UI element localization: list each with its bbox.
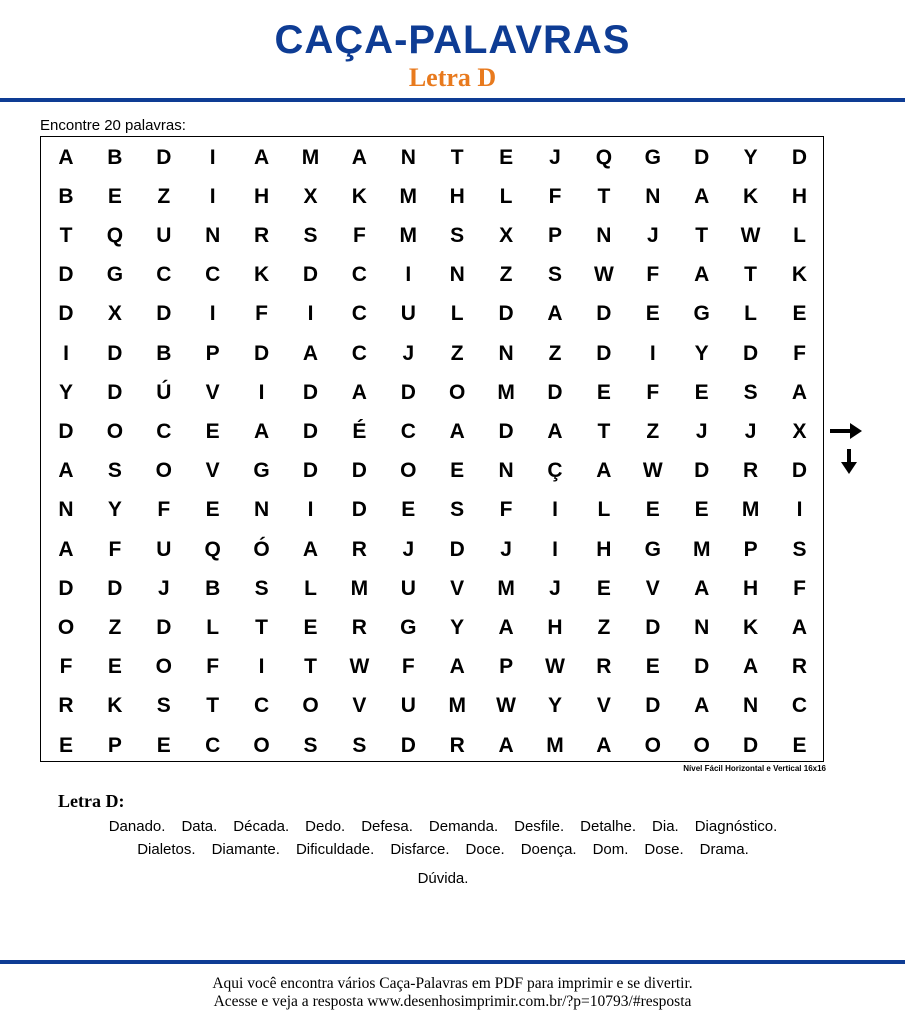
grid-letter[interactable]: A xyxy=(791,615,808,639)
grid-letter[interactable]: C xyxy=(351,341,367,365)
grid-letter[interactable]: X xyxy=(107,302,122,326)
word-list-item: Detalhe. xyxy=(580,818,637,835)
grid-letter[interactable]: U xyxy=(156,537,172,561)
grid-letter[interactable]: I xyxy=(552,537,558,561)
page-subtitle: Letra D xyxy=(408,63,497,92)
grid-letter[interactable]: Z xyxy=(597,615,611,639)
grid-letter[interactable]: Q xyxy=(106,223,124,247)
grid-letter[interactable]: I xyxy=(258,380,265,404)
grid-letter[interactable]: Y xyxy=(547,694,562,718)
grid-letter[interactable]: U xyxy=(400,694,416,718)
grid-letter[interactable]: I xyxy=(796,498,803,522)
grid-letter[interactable]: T xyxy=(255,615,268,639)
grid-letter[interactable]: Ç xyxy=(547,459,563,483)
grid-letter[interactable]: S xyxy=(303,733,318,757)
grid-letter[interactable]: A xyxy=(58,145,74,169)
grid-letter[interactable]: N xyxy=(449,263,465,287)
grid-letter[interactable]: L xyxy=(744,302,757,326)
grid-letter[interactable]: U xyxy=(400,576,416,600)
grid-letter[interactable]: I xyxy=(552,498,558,522)
grid-letter[interactable]: F xyxy=(793,576,806,600)
grid-letter[interactable]: G xyxy=(400,615,417,639)
grid-letter[interactable]: T xyxy=(304,655,317,679)
grid-letter[interactable]: O xyxy=(400,459,417,483)
grid-letter[interactable]: O xyxy=(302,694,319,718)
grid-letter[interactable]: D xyxy=(302,459,319,483)
grid-letter[interactable]: L xyxy=(597,498,611,522)
grid-letter[interactable]: H xyxy=(743,576,759,600)
word-list-item: Defesa. xyxy=(361,818,413,835)
grid-letter[interactable]: D xyxy=(645,694,661,718)
grid-letter[interactable]: D xyxy=(694,459,710,483)
down-arrow-icon xyxy=(840,447,858,475)
word-list-item: Desfile. xyxy=(514,818,565,835)
grid-letter[interactable]: D xyxy=(791,459,808,483)
footer-divider xyxy=(0,960,905,964)
grid-letter[interactable]: G xyxy=(253,459,270,483)
grid-letter[interactable]: F xyxy=(548,184,562,208)
grid-letter[interactable]: W xyxy=(496,694,516,718)
grid-letter[interactable]: W xyxy=(642,459,663,483)
grid-letter[interactable]: M xyxy=(692,537,711,561)
grid-letter[interactable]: B xyxy=(107,145,123,169)
word-list-item: Drama. xyxy=(699,841,749,858)
grid-letter[interactable]: N xyxy=(743,694,759,718)
grid-letter[interactable]: F xyxy=(499,498,513,522)
grid-letter[interactable]: É xyxy=(352,419,367,443)
grid-letter[interactable]: O xyxy=(155,459,172,483)
grid-letter[interactable]: S xyxy=(792,537,807,561)
grid-letter[interactable]: R xyxy=(351,537,367,561)
word-list-item: Dom. xyxy=(592,841,629,858)
grid-letter[interactable]: C xyxy=(400,419,416,443)
grid-letter[interactable]: L xyxy=(450,302,464,326)
grid-letter[interactable]: O xyxy=(449,380,466,404)
word-search-grid xyxy=(40,136,824,762)
word-list-item: Danado. xyxy=(108,818,166,835)
grid-letter[interactable]: J xyxy=(402,341,415,365)
grid-letter[interactable]: K xyxy=(791,263,808,287)
grid-letter[interactable]: Z xyxy=(548,341,562,365)
word-list-item: Diamante. xyxy=(211,841,280,858)
grid-letter[interactable]: X xyxy=(499,223,514,247)
grid-letter[interactable]: I xyxy=(405,263,412,287)
difficulty-note: Nível Fácil Horizontal e Vertical 16x16 xyxy=(683,764,826,773)
grid-letter[interactable]: J xyxy=(500,537,512,561)
grid-letter[interactable]: Z xyxy=(450,341,464,365)
grid-letter[interactable]: D xyxy=(58,576,74,600)
grid-letter[interactable]: N xyxy=(498,459,514,483)
grid-letter[interactable]: V xyxy=(450,576,465,600)
word-list-item: Doce. xyxy=(465,841,505,858)
grid-letter[interactable]: T xyxy=(206,694,220,718)
grid-letter[interactable]: Y xyxy=(743,145,758,169)
word-list-item: Disfarce. xyxy=(390,841,450,858)
grid-letter[interactable]: R xyxy=(254,223,270,247)
footer-line-2: Acesse e veja a resposta www.desenhosimprimir.com.br/?p=10793/#resposta xyxy=(213,993,692,1010)
word-list-item: Demanda. xyxy=(428,818,499,835)
grid-letter[interactable]: B xyxy=(156,341,172,365)
grid-letter[interactable]: H xyxy=(791,184,808,208)
grid-letter[interactable]: V xyxy=(645,576,660,600)
grid-letter[interactable]: L xyxy=(206,615,220,639)
grid-letter[interactable]: I xyxy=(209,184,216,208)
grid-letter[interactable]: A xyxy=(58,537,74,561)
grid-letter[interactable]: E xyxy=(645,498,660,522)
grid-letter[interactable]: A xyxy=(547,302,563,326)
grid-letter[interactable]: G xyxy=(644,537,661,561)
grid-letter[interactable]: V xyxy=(205,459,220,483)
grid-letter[interactable]: D xyxy=(302,380,319,404)
grid-letter[interactable]: P xyxy=(547,223,562,247)
grid-letter[interactable]: A xyxy=(743,655,759,679)
grid-letter[interactable]: E xyxy=(694,380,709,404)
word-list-item: Dialetos. xyxy=(137,841,196,858)
grid-letter[interactable]: E xyxy=(596,576,611,600)
footer-line-1: Aqui você encontra vários Caça-Palavras em PDF para imprimir e se divertir. xyxy=(212,975,693,992)
grid-letter[interactable]: D xyxy=(596,302,612,326)
grid-letter[interactable]: A xyxy=(596,459,612,483)
grid-letter[interactable]: D xyxy=(400,733,416,757)
grid-letter[interactable]: F xyxy=(401,655,415,679)
grid-letter[interactable]: M xyxy=(497,380,515,404)
word-list-item: Data. xyxy=(181,818,218,835)
grid-letter[interactable]: N xyxy=(400,145,416,169)
grid-letter[interactable]: D xyxy=(302,419,319,443)
grid-letter[interactable]: R xyxy=(351,615,367,639)
grid-letter[interactable]: K xyxy=(107,694,123,718)
grid-letter[interactable]: X xyxy=(792,419,807,443)
grid-letter[interactable]: L xyxy=(304,576,317,600)
word-list-item: Doença. xyxy=(520,841,577,858)
grid-letter[interactable]: E xyxy=(792,302,807,326)
grid-letter[interactable]: Z xyxy=(499,263,513,287)
grid-letter[interactable]: E xyxy=(645,302,660,326)
grid-letter[interactable]: D xyxy=(498,302,514,326)
grid-letter[interactable]: T xyxy=(597,419,611,443)
grid-letter[interactable]: O xyxy=(644,733,661,757)
grid-letter[interactable]: V xyxy=(205,380,220,404)
grid-letter[interactable]: D xyxy=(743,733,759,757)
grid-letter[interactable]: I xyxy=(209,145,216,169)
grid-letter[interactable]: N xyxy=(58,498,74,522)
grid-letter[interactable]: C xyxy=(156,419,172,443)
grid-letter[interactable]: D xyxy=(351,459,367,483)
grid-letter[interactable]: N xyxy=(254,498,270,522)
grid-letter[interactable]: P xyxy=(499,655,514,679)
grid-letter[interactable]: R xyxy=(58,694,74,718)
grid-letter[interactable]: D xyxy=(107,341,123,365)
grid-letter[interactable]: O xyxy=(155,655,172,679)
grid-letter[interactable]: D xyxy=(596,341,612,365)
grid-letter[interactable]: E xyxy=(58,733,73,757)
grid-letter[interactable]: D xyxy=(743,341,759,365)
grid-letter[interactable]: E xyxy=(596,380,611,404)
grid-letter[interactable]: E xyxy=(499,145,514,169)
grid-letter[interactable]: Q xyxy=(204,537,221,561)
grid-letter[interactable]: D xyxy=(107,576,123,600)
grid-letter[interactable]: G xyxy=(693,302,710,326)
grid-letter[interactable]: E xyxy=(156,733,171,757)
grid-letter[interactable]: Y xyxy=(58,380,73,404)
word-list-row xyxy=(0,818,886,836)
grid-letter[interactable]: J xyxy=(549,145,561,169)
grid-letter[interactable]: A xyxy=(694,576,710,600)
grid-letter[interactable]: F xyxy=(646,263,660,287)
instruction-text: Encontre 20 palavras: xyxy=(40,117,186,134)
grid-letter[interactable]: I xyxy=(307,498,314,522)
grid-letter[interactable]: A xyxy=(498,615,514,639)
grid-letter[interactable]: S xyxy=(352,733,367,757)
grid-letter[interactable]: E xyxy=(205,419,220,443)
grid-letter[interactable]: I xyxy=(307,302,314,326)
page-title: CAÇA-PALAVRAS xyxy=(274,18,631,62)
word-list-item: Dúvida. xyxy=(417,870,469,887)
grid-letter[interactable]: A xyxy=(302,537,319,561)
grid-letter[interactable]: J xyxy=(549,576,561,600)
grid-letter[interactable]: D xyxy=(694,655,710,679)
grid-letter[interactable]: N xyxy=(205,223,221,247)
grid-letter[interactable]: A xyxy=(58,459,74,483)
grid-letter[interactable]: M xyxy=(741,498,760,522)
grid-letter[interactable]: C xyxy=(791,694,808,718)
grid-letter[interactable]: K xyxy=(254,263,270,287)
grid-letter[interactable]: A xyxy=(351,145,367,169)
grid-letter[interactable]: G xyxy=(644,145,661,169)
word-list-item: Dia. xyxy=(652,818,679,835)
grid-letter[interactable]: G xyxy=(106,263,124,287)
grid-letter[interactable]: W xyxy=(545,655,565,679)
grid-letter[interactable]: I xyxy=(649,341,656,365)
grid-letter[interactable]: C xyxy=(205,263,221,287)
grid-letter[interactable]: D xyxy=(449,537,465,561)
grid-letter[interactable]: J xyxy=(744,419,757,443)
grid-letter[interactable]: Z xyxy=(646,419,660,443)
grid-letter[interactable]: O xyxy=(106,419,124,443)
grid-letter[interactable]: I xyxy=(258,655,265,679)
grid-letter[interactable]: A xyxy=(498,733,514,757)
grid-letter[interactable]: D xyxy=(791,145,808,169)
grid-letter[interactable]: E xyxy=(401,498,416,522)
grid-letter[interactable]: Z xyxy=(108,615,122,639)
grid-letter[interactable]: U xyxy=(156,223,172,247)
grid-letter[interactable]: S xyxy=(254,576,269,600)
grid-letter[interactable]: D xyxy=(254,341,270,365)
grid-letter[interactable]: A xyxy=(596,733,612,757)
grid-letter[interactable]: M xyxy=(399,223,418,247)
grid-letter[interactable]: R xyxy=(743,459,759,483)
grid-letter[interactable]: E xyxy=(205,498,220,522)
grid-letter[interactable]: D xyxy=(645,615,661,639)
grid-letter[interactable]: S xyxy=(303,223,318,247)
grid-letter[interactable]: F xyxy=(793,341,806,365)
grid-letter[interactable]: T xyxy=(59,223,73,247)
grid-letter[interactable]: Y xyxy=(107,498,122,522)
grid-letter[interactable]: F xyxy=(108,537,122,561)
grid-letter[interactable]: H xyxy=(449,184,465,208)
grid-letter[interactable]: E xyxy=(107,655,122,679)
grid-letter[interactable]: W xyxy=(593,263,614,287)
grid-letter[interactable]: D xyxy=(351,498,367,522)
grid-letter[interactable]: D xyxy=(302,263,319,287)
grid-letter[interactable]: A xyxy=(254,145,270,169)
grid-letter[interactable]: H xyxy=(547,615,563,639)
grid-letter[interactable]: R xyxy=(791,655,808,679)
grid-letter[interactable]: A xyxy=(254,419,270,443)
grid-letter[interactable]: S xyxy=(107,459,122,483)
word-list-item: Dificuldade. xyxy=(295,841,375,858)
grid-letter[interactable]: Z xyxy=(157,184,171,208)
grid-letter[interactable]: X xyxy=(303,184,318,208)
grid-letter[interactable]: Ú xyxy=(156,380,172,404)
grid-letter[interactable]: L xyxy=(793,223,806,247)
grid-letter[interactable]: F xyxy=(59,655,73,679)
grid-letter[interactable]: M xyxy=(497,576,515,600)
grid-letter[interactable]: K xyxy=(351,184,367,208)
grid-letter[interactable]: J xyxy=(646,223,659,247)
grid-letter[interactable]: D xyxy=(498,419,514,443)
grid-letter[interactable]: J xyxy=(695,419,708,443)
grid-letter[interactable]: E xyxy=(792,733,807,757)
word-list-row xyxy=(0,841,886,859)
grid-letter[interactable]: A xyxy=(791,380,808,404)
grid-letter[interactable]: H xyxy=(254,184,270,208)
grid-letter[interactable]: D xyxy=(156,615,172,639)
grid-letter[interactable]: U xyxy=(400,302,416,326)
grid-letter[interactable]: S xyxy=(547,263,562,287)
grid-letter[interactable]: F xyxy=(255,302,268,326)
grid-letter[interactable]: S xyxy=(450,498,465,522)
grid-letter[interactable]: D xyxy=(694,145,710,169)
grid-letter[interactable]: A xyxy=(694,694,710,718)
grid-letter[interactable]: Y xyxy=(694,341,709,365)
grid-letter[interactable]: C xyxy=(205,733,221,757)
grid-letter[interactable]: D xyxy=(156,302,172,326)
grid-letter[interactable]: J xyxy=(402,537,415,561)
grid-letter[interactable]: T xyxy=(744,263,757,287)
grid-letter[interactable]: R xyxy=(449,733,465,757)
grid-letter[interactable]: P xyxy=(743,537,758,561)
grid-letter[interactable]: O xyxy=(57,615,75,639)
grid-letter[interactable]: E xyxy=(303,615,318,639)
header-divider xyxy=(0,98,905,102)
grid-letter[interactable]: H xyxy=(596,537,612,561)
grid-letter[interactable]: A xyxy=(449,655,465,679)
grid-letter[interactable]: T xyxy=(597,184,611,208)
grid-letter[interactable]: C xyxy=(351,302,367,326)
grid-letter[interactable]: W xyxy=(349,655,370,679)
grid-letter[interactable]: Q xyxy=(595,145,613,169)
grid-letter[interactable]: F xyxy=(352,223,366,247)
grid-letter[interactable]: P xyxy=(107,733,122,757)
grid-letter[interactable]: I xyxy=(63,341,69,365)
right-arrow-icon xyxy=(828,422,864,440)
grid-letter[interactable]: Y xyxy=(450,615,465,639)
grid-letter[interactable]: A xyxy=(351,380,367,404)
grid-letter[interactable]: M xyxy=(546,733,564,757)
grid-letter[interactable]: W xyxy=(740,223,761,247)
grid-letter[interactable]: C xyxy=(351,263,367,287)
grid-letter[interactable]: M xyxy=(399,184,418,208)
grid-letter[interactable]: J xyxy=(157,576,170,600)
grid-letter[interactable]: D xyxy=(547,380,563,404)
grid-letter[interactable]: K xyxy=(743,184,759,208)
grid-letter[interactable]: E xyxy=(107,184,122,208)
grid-letter[interactable]: B xyxy=(58,184,74,208)
grid-letter[interactable]: V xyxy=(596,694,611,718)
grid-letter[interactable]: N xyxy=(596,223,612,247)
grid-letter[interactable]: D xyxy=(58,263,74,287)
grid-letter[interactable]: T xyxy=(450,145,464,169)
grid-letter[interactable]: D xyxy=(156,145,172,169)
word-list-heading: Letra D: xyxy=(58,791,125,811)
grid-letter[interactable]: S xyxy=(156,694,171,718)
grid-letter[interactable]: O xyxy=(693,733,710,757)
grid-letter[interactable]: L xyxy=(499,184,513,208)
grid-letter[interactable]: V xyxy=(352,694,367,718)
grid-letter[interactable]: M xyxy=(448,694,466,718)
grid-letter[interactable]: D xyxy=(58,302,74,326)
grid-letter[interactable]: T xyxy=(695,223,709,247)
grid-letter[interactable]: D xyxy=(58,419,74,443)
grid-letter[interactable]: N xyxy=(645,184,661,208)
grid-letter[interactable]: D xyxy=(400,380,416,404)
grid-letter[interactable]: R xyxy=(596,655,612,679)
grid-letter[interactable]: N xyxy=(694,615,710,639)
grid-letter[interactable]: A xyxy=(302,341,319,365)
grid-letter[interactable]: D xyxy=(107,380,123,404)
grid-letter[interactable]: S xyxy=(450,223,465,247)
grid-letter[interactable]: E xyxy=(450,459,465,483)
word-list-item: Diagnóstico. xyxy=(694,818,778,835)
grid-letter[interactable]: I xyxy=(209,302,216,326)
grid-letter[interactable]: A xyxy=(694,263,710,287)
grid-letter[interactable]: F xyxy=(206,655,220,679)
grid-letter[interactable]: F xyxy=(646,380,660,404)
grid-letter[interactable]: C xyxy=(254,694,270,718)
grid-letter[interactable]: M xyxy=(350,576,369,600)
grid-letter[interactable]: A xyxy=(694,184,710,208)
grid-letter[interactable]: E xyxy=(645,655,660,679)
grid-letter[interactable]: O xyxy=(253,733,270,757)
word-list-item: Dose. xyxy=(644,841,684,858)
grid-letter[interactable]: S xyxy=(743,380,758,404)
grid-letter[interactable]: F xyxy=(157,498,171,522)
grid-letter[interactable]: M xyxy=(301,145,320,169)
grid-letter[interactable]: E xyxy=(694,498,709,522)
grid-letter[interactable]: C xyxy=(156,263,172,287)
word-list-item: Dedo. xyxy=(305,818,346,835)
word-list-item: Década. xyxy=(233,818,290,835)
grid-letter[interactable]: Ó xyxy=(253,537,270,561)
grid-letter[interactable]: B xyxy=(205,576,221,600)
grid-letter[interactable]: N xyxy=(498,341,514,365)
grid-letter[interactable]: A xyxy=(547,419,563,443)
grid-letter[interactable]: A xyxy=(449,419,465,443)
word-list-row xyxy=(0,870,886,888)
grid-letter[interactable]: P xyxy=(205,341,220,365)
grid-letter[interactable]: K xyxy=(743,615,759,639)
